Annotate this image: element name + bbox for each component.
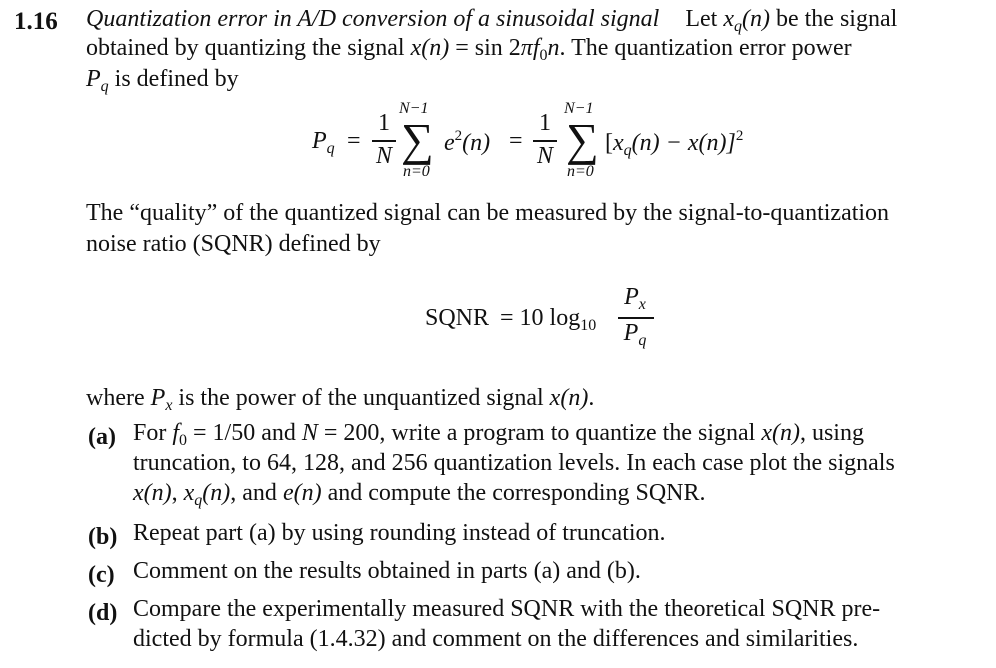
- part-d-line1: Compare the experimentally measured SQNR with the theoretical SQNR pre-: [133, 596, 881, 622]
- line2-text-a: obtained by quantizing the signal: [86, 35, 411, 61]
- eq2-log: = 10 $\log_{10}$: [500, 305, 597, 334]
- part-a-line1: For $f_0 = 1/50$ and N = 200, write a program to quantize the signal x(n), using: [133, 420, 864, 449]
- eq1-frac1-den: N: [375, 143, 392, 169]
- line2-sym: x(n): [410, 35, 450, 61]
- line2-n: n: [547, 35, 560, 61]
- eq2-bar: [618, 317, 654, 319]
- eq1-sum2-lower: n=0: [567, 163, 594, 180]
- part-a-line2: truncation, to 64, 128, and 256 quantization levels. In each case plot the signals: [133, 450, 895, 476]
- problem-number: 1.16: [14, 8, 58, 35]
- line2-eq: = sin 2: [449, 35, 521, 61]
- eq1-frac2-bar: [533, 140, 557, 142]
- eq1-frac2-den: N: [536, 143, 553, 169]
- part-c-text: Comment on the results obtained in parts (a) and (b).: [133, 558, 641, 584]
- eq1-sum1-lower: n=0: [403, 163, 430, 180]
- intro-arg: (n): [742, 6, 770, 32]
- part-a-label: (a): [88, 424, 116, 450]
- part-b-text: Repeat part (a) by using rounding instead of truncation.: [133, 520, 666, 546]
- eq1-term2: $[x_q(n) - x(n)]^2$: [605, 128, 744, 159]
- eq1-equals: =: [347, 128, 361, 154]
- part-a-line3: x(n), $x_q(n)$, and e(n) and compute the corresponding SQNR.: [133, 480, 706, 509]
- eq1-equals-2: =: [509, 128, 523, 154]
- eq1-sum1-sigma: ∑: [401, 114, 434, 165]
- eq2-num: $P_x$: [624, 284, 646, 313]
- line2-pi: π: [520, 35, 533, 61]
- line2-text-b: . The quantization error power: [559, 35, 852, 61]
- eq1-sum1-upper: N−1: [399, 100, 429, 117]
- eq2-den: $P_q$: [623, 320, 647, 349]
- part-d-label: (d): [88, 600, 118, 626]
- para-where: where $P_x$ is the power of the unquantized signal x(n).: [86, 385, 595, 414]
- problem-first-line: [86, 6, 897, 36]
- eq1-sum2-sigma: ∑: [566, 114, 599, 165]
- part-b-label: (b): [88, 524, 118, 550]
- eq1-frac2-num: 1: [539, 110, 551, 136]
- line2-fsub: 0: [539, 47, 548, 64]
- para-quality-line1: The “quality” of the quantized signal can be measured by the signal-to-quantization: [86, 200, 890, 226]
- part-c-label: (c): [88, 562, 115, 588]
- eq1-frac1-bar: [372, 140, 396, 142]
- problem-third-line: [86, 66, 239, 96]
- intro-text-a: Let: [685, 6, 724, 32]
- intro-sym: x: [723, 6, 734, 32]
- line3-sub: q: [100, 78, 109, 95]
- part-d-line2: dicted by formula (1.4.32) and comment on the differences and similarities.: [133, 626, 859, 652]
- intro-sub: q: [734, 18, 742, 35]
- para-quality-line2: noise ratio (SQNR) defined by: [86, 231, 381, 257]
- line2-f: f: [532, 35, 540, 61]
- intro-text-b: be the signal: [769, 6, 898, 32]
- eq1-term1: $e^2(n)$: [444, 128, 491, 156]
- eq1-frac1-num: 1: [378, 110, 390, 136]
- problem-title: Quantization error in A/D conversion of a sinusoidal signal: [86, 6, 660, 32]
- eq1-lhs: $P_q$: [312, 128, 335, 157]
- eq2-lhs: SQNR: [425, 305, 490, 331]
- line3-sym: P: [86, 66, 101, 92]
- line3-text-b: is defined by: [108, 66, 239, 92]
- problem-second-line: [86, 35, 852, 65]
- eq1-sum2-upper: N−1: [564, 100, 594, 117]
